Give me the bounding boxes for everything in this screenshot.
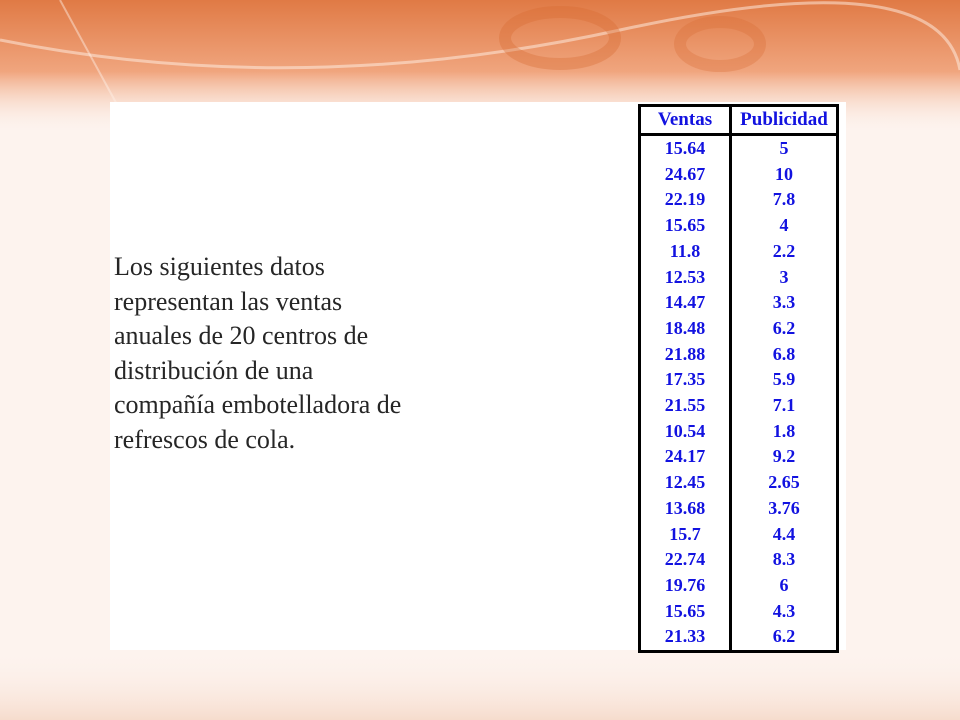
publicidad-cell: 6 [731,573,838,599]
table-row [640,470,838,496]
ventas-cell: 15.7 [640,522,731,548]
ventas-cell: 21.88 [640,342,731,368]
publicidad-cell: 2.2 [731,239,838,265]
ventas-cell: 15.65 [640,213,731,239]
table-row [640,522,838,548]
publicidad-cell: 4.4 [731,522,838,548]
table-row [640,290,838,316]
publicidad-cell: 5 [731,135,838,162]
publicidad-cell: 6.2 [731,316,838,342]
table-row [640,367,838,393]
table-row [640,496,838,522]
publicidad-cell: 9.2 [731,444,838,470]
publicidad-cell: 3.76 [731,496,838,522]
table-row [640,624,838,651]
header-publicidad: Publicidad [731,106,838,135]
table-row [640,265,838,291]
table-row [640,162,838,188]
publicidad-cell: 8.3 [731,547,838,573]
ventas-cell: 15.64 [640,135,731,162]
description-text: Los siguientes datos representan las ventas anuales de 20 centros de distribución de una compañía embotelladora de refrescos de cola. [114,252,402,454]
table-row [640,573,838,599]
publicidad-cell: 7.1 [731,393,838,419]
table-header-row [640,106,838,135]
ventas-cell: 22.19 [640,187,731,213]
publicidad-cell: 1.8 [731,419,838,445]
table-row [640,342,838,368]
publicidad-cell: 2.65 [731,470,838,496]
ventas-cell: 21.33 [640,624,731,651]
ventas-cell: 13.68 [640,496,731,522]
publicidad-cell: 5.9 [731,367,838,393]
ventas-cell: 12.53 [640,265,731,291]
ventas-cell: 11.8 [640,239,731,265]
header-ventas: Ventas [640,106,731,135]
publicidad-cell: 10 [731,162,838,188]
ventas-cell: 19.76 [640,573,731,599]
ventas-cell: 24.67 [640,162,731,188]
ventas-cell: 24.17 [640,444,731,470]
sales-advertising-table [638,104,839,653]
table-row [640,135,838,162]
table-row [640,547,838,573]
publicidad-cell: 4 [731,213,838,239]
ventas-cell: 21.55 [640,393,731,419]
table-row [640,444,838,470]
table-row [640,393,838,419]
table-row [640,239,838,265]
ventas-cell: 17.35 [640,367,731,393]
ventas-cell: 10.54 [640,419,731,445]
ventas-cell: 14.47 [640,290,731,316]
ventas-cell: 18.48 [640,316,731,342]
table-row [640,316,838,342]
ventas-cell: 15.65 [640,599,731,625]
publicidad-cell: 6.2 [731,624,838,651]
table-row [640,187,838,213]
publicidad-cell: 4.3 [731,599,838,625]
publicidad-cell: 3 [731,265,838,291]
publicidad-cell: 3.3 [731,290,838,316]
table-row [640,213,838,239]
publicidad-cell: 6.8 [731,342,838,368]
ventas-cell: 12.45 [640,470,731,496]
publicidad-cell: 7.8 [731,187,838,213]
table-row [640,419,838,445]
table-row [640,599,838,625]
slide-content-panel [110,102,846,650]
ventas-cell: 22.74 [640,547,731,573]
